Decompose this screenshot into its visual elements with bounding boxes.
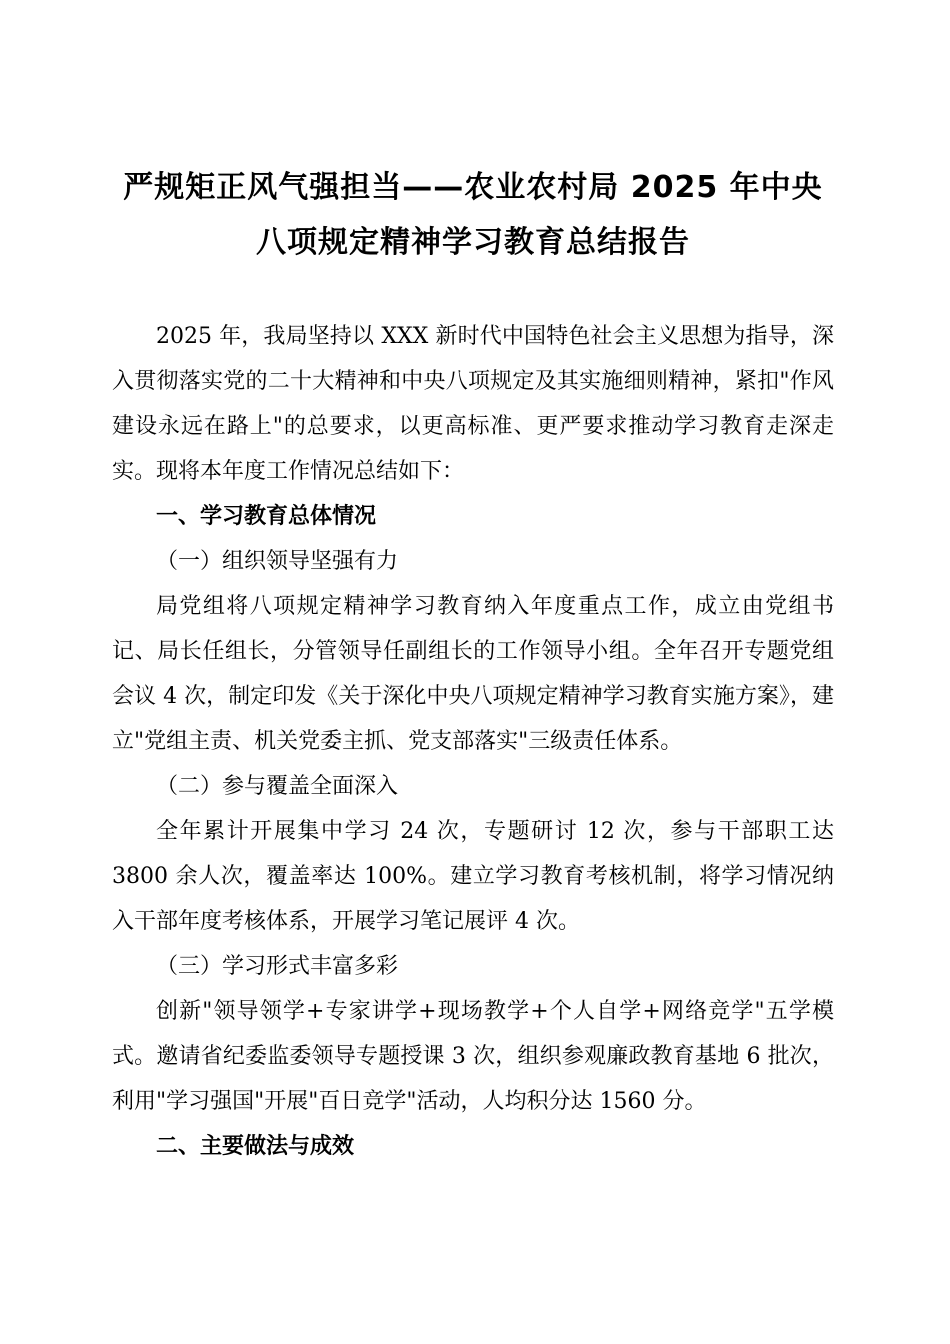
paragraph-intro: 2025 年，我局坚持以 XXX 新时代中国特色社会主义思想为指导，深入贯彻落实党的二十大精神和中央八项规定及其实施细则精神，紧扣"作风建设永远在路上"的总要求，以更高标准、更严要求推动学习教育走深走实。现将本年度工作情况总结如下： [112, 324, 834, 484]
section-heading-1: 一、学习教育总体情况 [156, 504, 377, 529]
subsection-heading-1-1: （一）组织领导坚强有力 [156, 549, 399, 574]
paragraph-organization: 局党组将八项规定精神学习教育纳入年度重点工作，成立由党组书记、局长任组长，分管领导任副组长的工作领导小组。全年召开专题党组会议 4 次，制定印发《关于深化中央八项规定精神学习教育实施方案》，建立"党组主责、机关党委主抓、党支部落实"三级责任体系。 [112, 594, 834, 754]
subsection-heading-1-2: （二）参与覆盖全面深入 [156, 774, 399, 799]
paragraph-coverage: 全年累计开展集中学习 24 次，专题研讨 12 次，参与干部职工达 3800 余人次，覆盖率达 100%。建立学习教育考核机制，将学习情况纳入干部年度考核体系，开展学习笔记展评 4 次。 [112, 819, 834, 934]
subsection-heading-1-3: （三）学习形式丰富多彩 [156, 954, 399, 979]
paragraph-learning-forms: 创新"领导领学+专家讲学+现场教学+个人自学+网络竞学"五学模式。邀请省纪委监委领导专题授课 3 次，组织参观廉政教育基地 6 批次，利用"学习强国"开展"百日竞学"活动，人均积分达 1560 分。 [112, 999, 834, 1114]
document-title: 严规矩正风气强担当——农业农村局 2025 年中央八项规定精神学习教育总结报告 [123, 170, 823, 260]
section-heading-2: 二、主要做法与成效 [156, 1134, 355, 1159]
